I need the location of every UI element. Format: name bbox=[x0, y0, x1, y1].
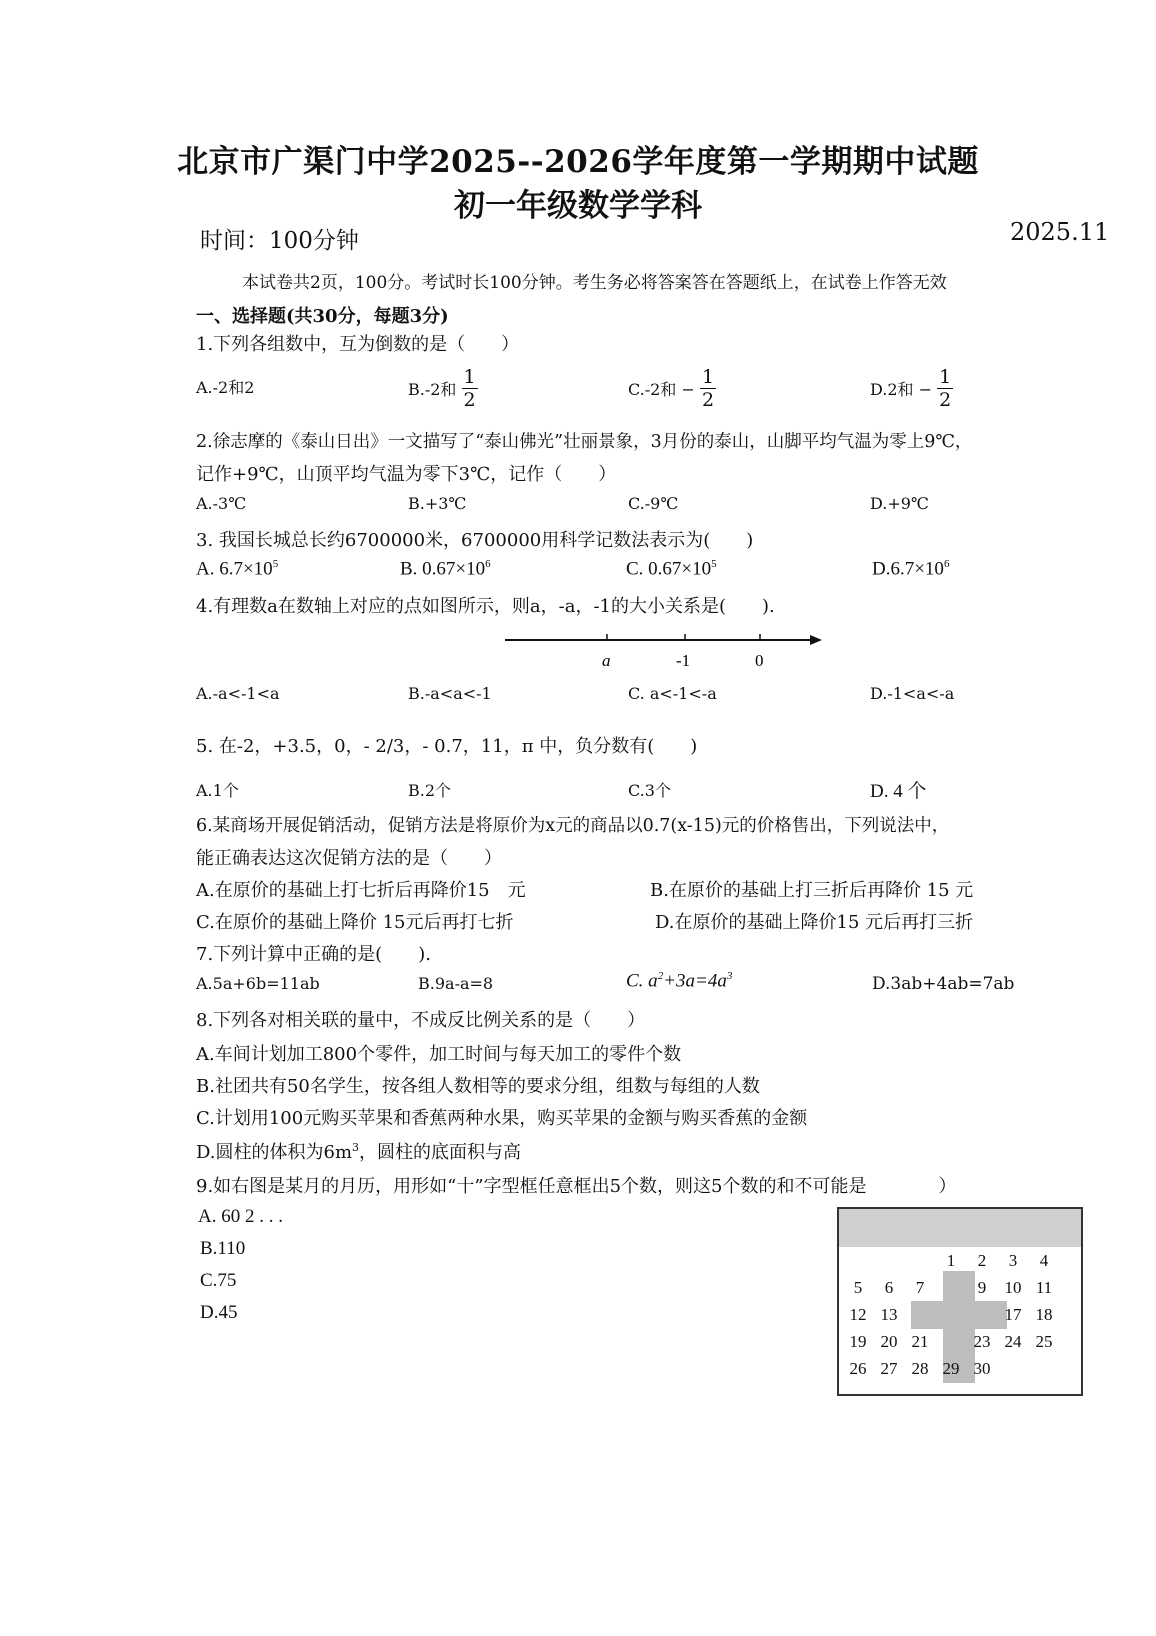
calendar-day: 18 bbox=[1035, 1305, 1053, 1324]
calendar-day: 12 bbox=[849, 1305, 867, 1324]
q4-option-c: C. a<-1<-a bbox=[628, 684, 717, 703]
q1-d-den: 2 bbox=[939, 389, 952, 411]
q7-c-exp1: 2 bbox=[657, 970, 664, 982]
q3-option-a bbox=[196, 558, 278, 580]
cross-frame-horizontal bbox=[911, 1301, 1007, 1329]
q1-option-c bbox=[628, 366, 716, 411]
q4-stem: 4.有理数a在数轴上对应的点如图所示，则a，-a，-1的大小关系是( ). bbox=[196, 596, 775, 617]
q3-a-exp: 5 bbox=[272, 558, 279, 570]
exam-title: 北京市广渠门中学2025--2026学年度第一学期期中试题 bbox=[177, 144, 979, 180]
calendar-day: 5 bbox=[853, 1278, 863, 1297]
calendar-day: 9 bbox=[977, 1278, 987, 1297]
q4-option-b: B.-a<a<-1 bbox=[408, 684, 492, 703]
q7-option-c bbox=[626, 970, 732, 992]
time-label: 时间：100分钟 bbox=[200, 228, 359, 254]
section1-title: 一、选择题(共30分，每题3分) bbox=[196, 306, 449, 327]
q3-option-b bbox=[400, 558, 491, 580]
q1-d-prefix: D.2和 − bbox=[870, 380, 933, 399]
q8-option-b: B.社团共有50名学生，按各组人数相等的要求分组，组数与每组的人数 bbox=[196, 1076, 760, 1097]
q9-option-b: B.110 bbox=[200, 1238, 246, 1259]
q3-d-base: D.6.7×10 bbox=[872, 558, 944, 580]
q3-b-exp: 6 bbox=[485, 558, 491, 570]
q7-c-exp2: 3 bbox=[726, 970, 733, 982]
q6-stem-line2: 能正确表达这次促销方法的是（ ） bbox=[196, 848, 502, 869]
q1-b-den: 2 bbox=[463, 389, 476, 411]
q7-option-d: D.3ab+4ab=7ab bbox=[872, 974, 1015, 994]
calendar-day: 2 bbox=[977, 1251, 987, 1270]
calendar-day: 24 bbox=[1004, 1332, 1022, 1351]
q9-option-d: D.45 bbox=[200, 1302, 238, 1323]
q2-option-c: C.-9℃ bbox=[628, 494, 679, 513]
calendar-day: 7 bbox=[915, 1278, 925, 1297]
calendar-day: 13 bbox=[880, 1305, 898, 1324]
number-line-arrow-icon bbox=[810, 635, 822, 645]
q2-option-b: B.+3℃ bbox=[408, 494, 467, 513]
q6-option-d: D.在原价的基础上降价15 元后再打三折 bbox=[655, 912, 974, 933]
calendar-day: 23 bbox=[973, 1332, 991, 1351]
number-line-diagram bbox=[505, 626, 825, 676]
calendar-day: 30 bbox=[973, 1359, 991, 1378]
q5-option-b: B.2个 bbox=[408, 781, 452, 800]
q1-option-b bbox=[408, 366, 478, 411]
q1-d-num: 1 bbox=[939, 366, 952, 388]
q2-stem-line2: 记作+9℃，山顶平均气温为零下3℃，记作（ ） bbox=[196, 464, 617, 485]
q1-b-prefix: B.-2和 bbox=[408, 380, 457, 399]
q3-option-c bbox=[626, 558, 717, 580]
q3-a-base: A. 6.7×10 bbox=[196, 558, 273, 580]
calendar-figure bbox=[837, 1207, 1083, 1396]
q5-stem: 5. 在-2，+3.5，0，- 2/3，- 0.7，11，π 中，负分数有( ) bbox=[196, 736, 698, 757]
exam-date: 2025.11 bbox=[1010, 218, 1110, 246]
axis-label-a: a bbox=[602, 651, 611, 670]
calendar-day: 25 bbox=[1035, 1332, 1053, 1351]
q3-c-exp: 5 bbox=[711, 558, 717, 570]
q1-c-fraction bbox=[700, 366, 716, 411]
calendar-day: 4 bbox=[1039, 1251, 1049, 1270]
q7-stem: 7.下列计算中正确的是( ). bbox=[196, 944, 431, 965]
q2-option-d: D.+9℃ bbox=[870, 494, 929, 513]
q3-stem: 3. 我国长城总长约6700000米，6700000用科学记数法表示为( ) bbox=[196, 530, 754, 551]
q3-d-exp: 6 bbox=[943, 558, 950, 570]
calendar-day: 11 bbox=[1035, 1278, 1053, 1297]
calendar-day: 1 bbox=[946, 1251, 956, 1270]
q5-option-c: C.3个 bbox=[628, 781, 671, 800]
axis-label-0: 0 bbox=[755, 651, 764, 670]
q6-option-a: A.在原价的基础上打七折后再降价15 元 bbox=[196, 880, 526, 901]
calendar-day: 26 bbox=[849, 1359, 867, 1378]
q8-d-post: ，圆柱的底面积与高 bbox=[359, 1142, 522, 1163]
q7-option-b: B.9a-a=8 bbox=[418, 974, 494, 993]
q3-option-d bbox=[872, 558, 949, 580]
calendar-day: 28 bbox=[911, 1359, 929, 1378]
calendar-day: 29 bbox=[942, 1359, 960, 1378]
q1-option-a: A.-2和2 bbox=[196, 378, 255, 397]
calendar-day: 21 bbox=[911, 1332, 929, 1351]
q9-option-c: C.75 bbox=[200, 1270, 237, 1291]
q1-stem: 1.下列各组数中，互为倒数的是（ ） bbox=[196, 334, 520, 355]
intro-text: 本试卷共2页，100分。考试时长100分钟。考生务必将答案答在答题纸上，在试卷上作答无效 bbox=[242, 273, 947, 293]
q9-stem: 9.如右图是某月的月历，用形如“十”字型框任意框出5个数，则这5个数的和不可能是 ） bbox=[196, 1176, 957, 1197]
q1-option-d bbox=[870, 366, 953, 411]
q5-option-a: A.1个 bbox=[196, 781, 239, 800]
calendar-day: 3 bbox=[1008, 1251, 1018, 1270]
q1-b-fraction bbox=[462, 366, 478, 411]
q1-c-den: 2 bbox=[701, 389, 715, 411]
q3-c-base: C. 0.67×10 bbox=[626, 558, 712, 580]
q8-d-pre: D.圆柱的体积为6m bbox=[196, 1142, 353, 1163]
q8-option-d bbox=[196, 1138, 521, 1164]
q1-c-num: 1 bbox=[701, 366, 715, 388]
q6-option-c: C.在原价的基础上降价 15元后再打七折 bbox=[196, 912, 514, 933]
q7-c-mid: +3a=4a bbox=[663, 970, 727, 992]
axis-label-minus-1: -1 bbox=[676, 651, 691, 670]
q1-b-num: 1 bbox=[463, 366, 476, 388]
q2-option-a: A.-3℃ bbox=[196, 494, 247, 513]
q9-option-a: A. 60 2 . . . bbox=[198, 1206, 283, 1227]
q1-d-fraction bbox=[937, 366, 953, 411]
q6-stem-line1: 6.某商场开展促销活动，促销方法是将原价为x元的商品以0.7(x-15)元的价格售出，下列说法中， bbox=[196, 816, 950, 836]
q6-option-b: B.在原价的基础上打三折后再降价 15 元 bbox=[650, 880, 974, 901]
q8-stem: 8.下列各对相关联的量中，不成反比例关系的是（ ） bbox=[196, 1010, 646, 1031]
q7-option-a: A.5a+6b=11ab bbox=[196, 974, 320, 993]
q7-c-pre: C. a bbox=[626, 970, 658, 992]
q3-b-base: B. 0.67×10 bbox=[400, 558, 486, 580]
calendar-day: 20 bbox=[880, 1332, 898, 1351]
calendar-header bbox=[839, 1209, 1081, 1247]
calendar-day: 19 bbox=[849, 1332, 867, 1351]
q1-c-prefix: C.-2和 − bbox=[628, 380, 695, 399]
calendar-day: 10 bbox=[1004, 1278, 1022, 1297]
q8-option-c: C.计划用100元购买苹果和香蕉两种水果，购买苹果的金额与购买香蕉的金额 bbox=[196, 1108, 808, 1129]
q8-option-a: A.车间计划加工800个零件，加工时间与每天加工的零件个数 bbox=[196, 1044, 682, 1065]
q4-option-d: D.-1<a<-a bbox=[870, 684, 955, 703]
exam-subtitle: 初一年级数学学科 bbox=[454, 188, 702, 224]
q5-option-d: D. 4 个 bbox=[870, 781, 927, 802]
q2-stem-line1: 2.徐志摩的《泰山日出》一文描写了“泰山佛光”壮丽景象，3月份的泰山，山脚平均气温为零上9℃， bbox=[196, 432, 973, 452]
q8-d-exp: 3 bbox=[352, 1141, 360, 1154]
q4-option-a: A.-a<-1<a bbox=[196, 684, 280, 703]
calendar-day: 27 bbox=[880, 1359, 898, 1378]
calendar-day: 17 bbox=[1004, 1305, 1022, 1324]
calendar-day: 6 bbox=[884, 1278, 894, 1297]
